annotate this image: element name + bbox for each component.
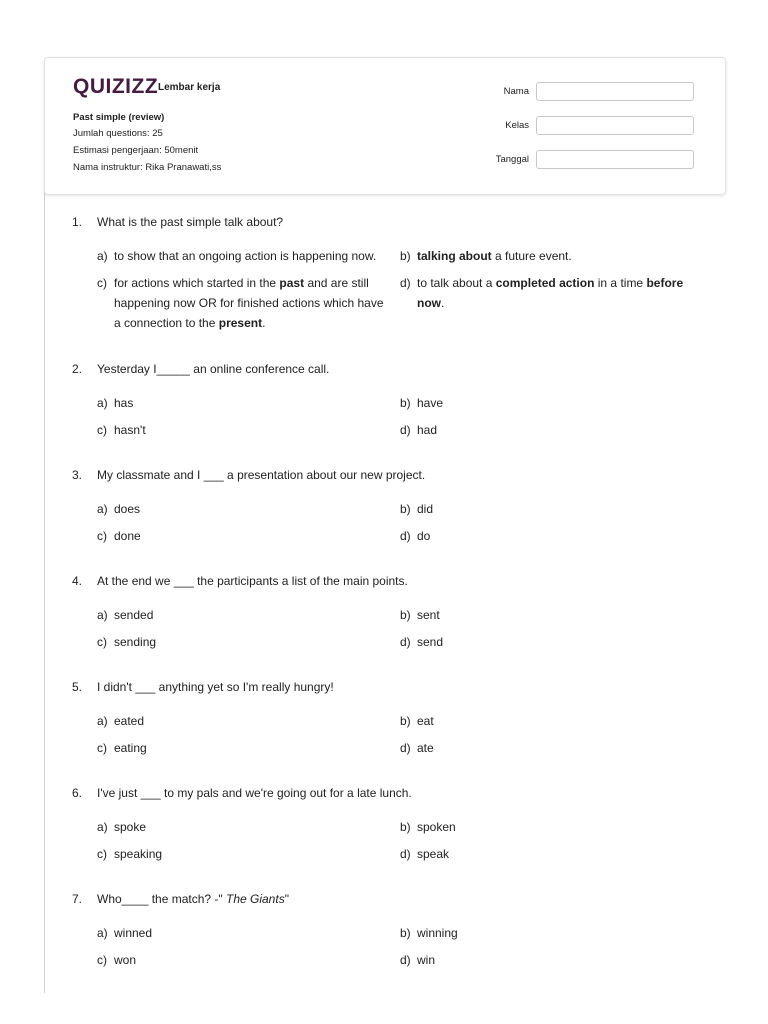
- option-letter: c): [97, 529, 107, 543]
- text-run: won: [114, 953, 137, 967]
- option-letter: b): [400, 396, 411, 410]
- question-text: I've just ___ to my pals and we're going out for a late lunch.: [97, 786, 412, 800]
- questions-count: Jumlah questions: 25: [73, 128, 163, 139]
- text-run: did: [417, 502, 434, 516]
- question-2: [72, 362, 702, 382]
- text-run: hasn't: [114, 423, 146, 437]
- worksheet-title: Past simple (review): [73, 112, 165, 123]
- text-run: Who____ the match? -": [97, 892, 226, 906]
- option-text: [417, 605, 692, 625]
- date-label: Tanggal: [495, 154, 529, 165]
- emphasis-text: talking about: [417, 249, 492, 263]
- question-text: What is the past simple talk about?: [97, 215, 284, 229]
- question-text: I didn't ___ anything yet so I'm really hungry!: [97, 680, 334, 694]
- quizizz-logo: QUIZIZZ: [73, 75, 159, 98]
- page-left-rule: [44, 193, 45, 993]
- option-text: [417, 420, 692, 440]
- text-run: do: [417, 529, 431, 543]
- question-3: [72, 468, 702, 488]
- option-letter: a): [97, 249, 108, 263]
- option-text: [417, 923, 692, 943]
- option-text: [114, 420, 386, 440]
- text-run: sent: [417, 608, 440, 622]
- text-run: does: [114, 502, 141, 516]
- text-run: ate: [417, 741, 434, 755]
- question-number: 2.: [72, 362, 83, 376]
- option-text: [114, 393, 386, 413]
- option-letter: b): [400, 502, 411, 516]
- class-label: Kelas: [505, 120, 529, 131]
- option-letter: d): [400, 529, 411, 543]
- duration-estimate: Estimasi pengerjaan: 50menit: [73, 145, 199, 156]
- emphasis-text: completed action: [495, 276, 595, 290]
- text-run: winned: [114, 926, 153, 940]
- name-label: Nama: [503, 86, 529, 97]
- text-run: has: [114, 396, 134, 410]
- emphasis-text: present: [218, 316, 263, 330]
- text-run: eat: [417, 714, 434, 728]
- option-letter: a): [97, 396, 108, 410]
- option-text: [114, 738, 386, 758]
- question-text: My classmate and I ___ a presentation about our new project.: [97, 468, 426, 482]
- text-run: .: [441, 296, 445, 310]
- option-letter: a): [97, 608, 108, 622]
- option-text: [417, 246, 692, 266]
- option-letter: a): [97, 502, 108, 516]
- question-text: Yesterday I_____ an online conference call.: [97, 362, 330, 376]
- question-number: 6.: [72, 786, 83, 800]
- option-letter: a): [97, 926, 108, 940]
- option-text: [417, 499, 692, 519]
- option-text: [417, 393, 692, 413]
- option-text: [114, 246, 386, 266]
- option-letter: d): [400, 423, 411, 437]
- question-5: [72, 680, 702, 700]
- option-text: [114, 499, 386, 519]
- option-letter: b): [400, 249, 411, 263]
- text-run: ": [284, 892, 289, 906]
- option-letter: c): [97, 847, 107, 861]
- text-run: speak: [417, 847, 450, 861]
- emphasis-text: past: [279, 276, 305, 290]
- option-letter: d): [400, 741, 411, 755]
- text-run: have: [417, 396, 444, 410]
- doc-type-label: Lembar kerja: [158, 82, 221, 93]
- option-text: [417, 738, 692, 758]
- option-text: [114, 950, 386, 970]
- question-6: [72, 786, 702, 806]
- text-run: had: [417, 423, 438, 437]
- text-run: and are still happening now OR for finished actions which have a connection to the: [114, 276, 384, 330]
- option-text: [114, 526, 386, 546]
- text-run: in a time: [594, 276, 647, 290]
- text-run: eated: [114, 714, 145, 728]
- option-text: [417, 632, 692, 652]
- option-text: [417, 711, 692, 731]
- text-run: sended: [114, 608, 154, 622]
- option-letter: b): [400, 608, 411, 622]
- option-letter: b): [400, 926, 411, 940]
- option-text: [417, 950, 692, 970]
- text-run: eating: [114, 741, 147, 755]
- question-number: 5.: [72, 680, 83, 694]
- text-run: done: [114, 529, 141, 543]
- question-1: [72, 215, 702, 235]
- option-letter: c): [97, 423, 107, 437]
- text-run: to talk about a: [417, 276, 496, 290]
- option-letter: b): [400, 714, 411, 728]
- option-letter: a): [97, 820, 108, 834]
- question-7: [72, 892, 702, 912]
- option-text: [114, 605, 386, 625]
- question-text: [97, 892, 697, 906]
- option-letter: c): [97, 953, 107, 967]
- text-run: winning: [417, 926, 458, 940]
- question-number: 4.: [72, 574, 83, 588]
- option-letter: a): [97, 714, 108, 728]
- question-4: [72, 574, 702, 594]
- text-run: spoke: [114, 820, 147, 834]
- option-text: [114, 923, 386, 943]
- class-field[interactable]: [536, 116, 694, 135]
- text-run: win: [417, 953, 436, 967]
- option-text: [417, 273, 692, 313]
- option-letter: d): [400, 276, 411, 290]
- option-letter: c): [97, 635, 107, 649]
- worksheet-header: [44, 57, 726, 195]
- question-number: 3.: [72, 468, 83, 482]
- option-text: [114, 273, 386, 333]
- option-letter: d): [400, 953, 411, 967]
- text-run: speaking: [114, 847, 163, 861]
- emphasis-text: before now: [417, 276, 684, 310]
- text-run: sending: [114, 635, 157, 649]
- text-run: .: [262, 316, 266, 330]
- option-text: [114, 844, 386, 864]
- text-run: a future event.: [491, 249, 572, 263]
- option-letter: d): [400, 635, 411, 649]
- instructor-name: Nama instruktur: Rika Pranawati,ss: [73, 162, 222, 173]
- option-text: [114, 632, 386, 652]
- option-letter: b): [400, 820, 411, 834]
- option-text: [417, 844, 692, 864]
- text-run: send: [417, 635, 444, 649]
- question-number: 7.: [72, 892, 83, 906]
- option-text: [417, 817, 692, 837]
- text-run: spoken: [417, 820, 456, 834]
- date-field[interactable]: [536, 150, 694, 169]
- option-letter: d): [400, 847, 411, 861]
- option-letter: c): [97, 741, 107, 755]
- name-field[interactable]: [536, 82, 694, 101]
- option-text: [417, 526, 692, 546]
- question-number: 1.: [72, 215, 83, 229]
- option-text: [114, 817, 386, 837]
- option-letter: c): [97, 276, 107, 290]
- text-run: for actions which started in the: [114, 276, 280, 290]
- text-run: to show that an ongoing action is happening now.: [114, 249, 377, 263]
- question-text: At the end we ___ the participants a list of the main points.: [97, 574, 408, 588]
- option-text: [114, 711, 386, 731]
- emphasis-text: The Giants: [226, 892, 285, 906]
